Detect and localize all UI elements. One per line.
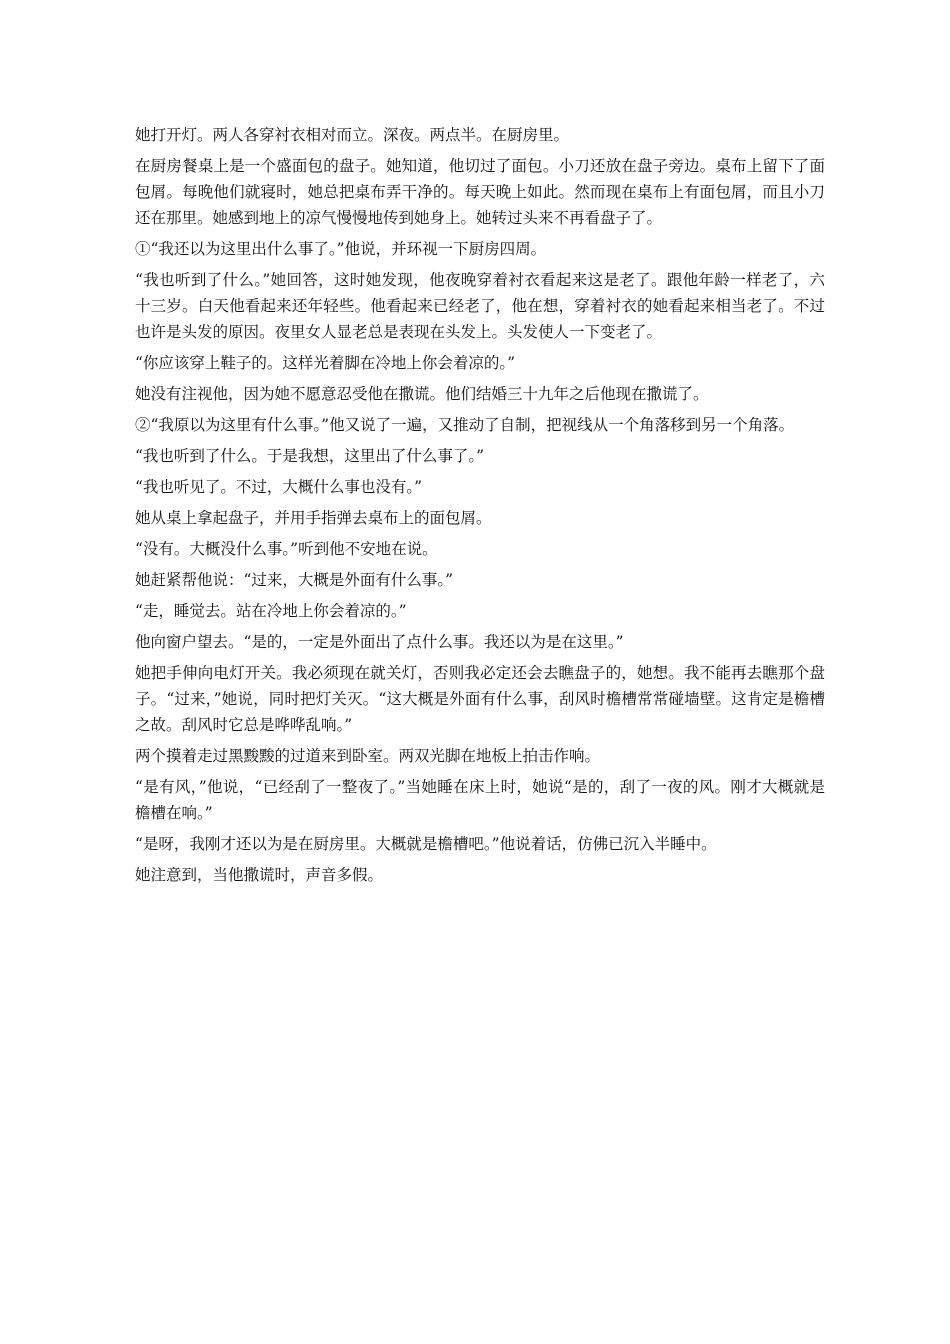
paragraph-14: 他向窗户望去。“是的，一定是外面出了点什么事。我还以为是在这里。” — [135, 633, 624, 651]
paragraph-9: “我也听见了。不过，大概什么事也没有。” — [135, 478, 423, 496]
paragraph-2: 在厨房餐桌上是一个盛面包的盘子。她知道，他切过了面包。小刀还放在盘子旁边。桌布上留下了面包屑。每晚他们就寝时，她总把桌布弄干净的。每天晚上如此。然而现在桌布上有面包屑，而且小刀还在那里。她感到地上的凉气慢慢地传到她身上。她转过头来不再看盘子了。 — [135, 157, 825, 227]
paragraph-13: “走，睡觉去。站在冷地上你会着凉的。” — [135, 602, 407, 620]
paragraph-16: 两个摸着走过黑黢黢的过道来到卧室。两双光脚在地板上拍击作响。 — [135, 747, 601, 765]
paragraph-3: ①“我还以为这里出什么事了。”他说，并环视一下厨房四周。 — [135, 240, 547, 258]
paragraph-8: “我也听到了什么。于是我想，这里出了什么事了。” — [135, 447, 485, 465]
paragraph-17: “是有风，”他说，“已经刮了一整夜了。”当她睡在床上时，她说“是的，刮了一夜的风。刚才大概就是檐槽在响。” — [135, 778, 825, 822]
paragraph-15: 她把手伸向电灯开关。我必须现在就关灯，否则我必定还会去瞧盘子的，她想。我不能再去瞧那个盘子。“过来，”她说，同时把灯关灭。“这大概是外面有什么事，刮风时檐槽常常碰墙壁。这肯定是檐槽之故。刮风时它总是哗哗乱响。” — [135, 664, 825, 734]
paragraph-5: “你应该穿上鞋子的。这样光着脚在冷地上你会着凉的。” — [135, 354, 516, 372]
paragraph-1: 她打开灯。两人各穿衬衣相对而立。深夜。两点半。在厨房里。 — [135, 126, 570, 144]
paragraph-12: 她赶紧帮他说：“过来，大概是外面有什么事。” — [135, 571, 454, 589]
paragraph-11: “没有。大概没什么事。”听到他不安地在说。 — [135, 540, 438, 558]
paragraph-7: ②“我原以为这里有什么事。”他又说了一遍，又推动了自制，把视线从一个角落移到另一个角落。 — [135, 416, 795, 434]
paragraph-10: 她从桌上拿起盘子，并用手指弹去桌布上的面包屑。 — [135, 509, 492, 527]
paragraph-19: 她注意到，当他撒谎时，声音多假。 — [135, 866, 384, 884]
paragraph-6: 她没有注视他，因为她不愿意忍受他在撒谎。他们结婚三十九年之后他现在撒谎了。 — [135, 385, 709, 403]
paragraph-4: “我也听到了什么。”她回答，这时她发现，他夜晚穿着衬衣看起来这是老了。跟他年龄一样老了，六十三岁。白天他看起来还年轻些。他看起来已经老了，他在想，穿着衬衣的她看起来相当老了。不过也许是头发的原因。夜里女人显老总是表现在头发上。头发使人一下变老了。 — [135, 271, 825, 341]
paragraph-18: “是呀，我刚才还以为是在厨房里。大概就是檐槽吧。”他说着话，仿佛已沉入半睡中。 — [135, 835, 717, 853]
document-page — [135, 122, 825, 893]
